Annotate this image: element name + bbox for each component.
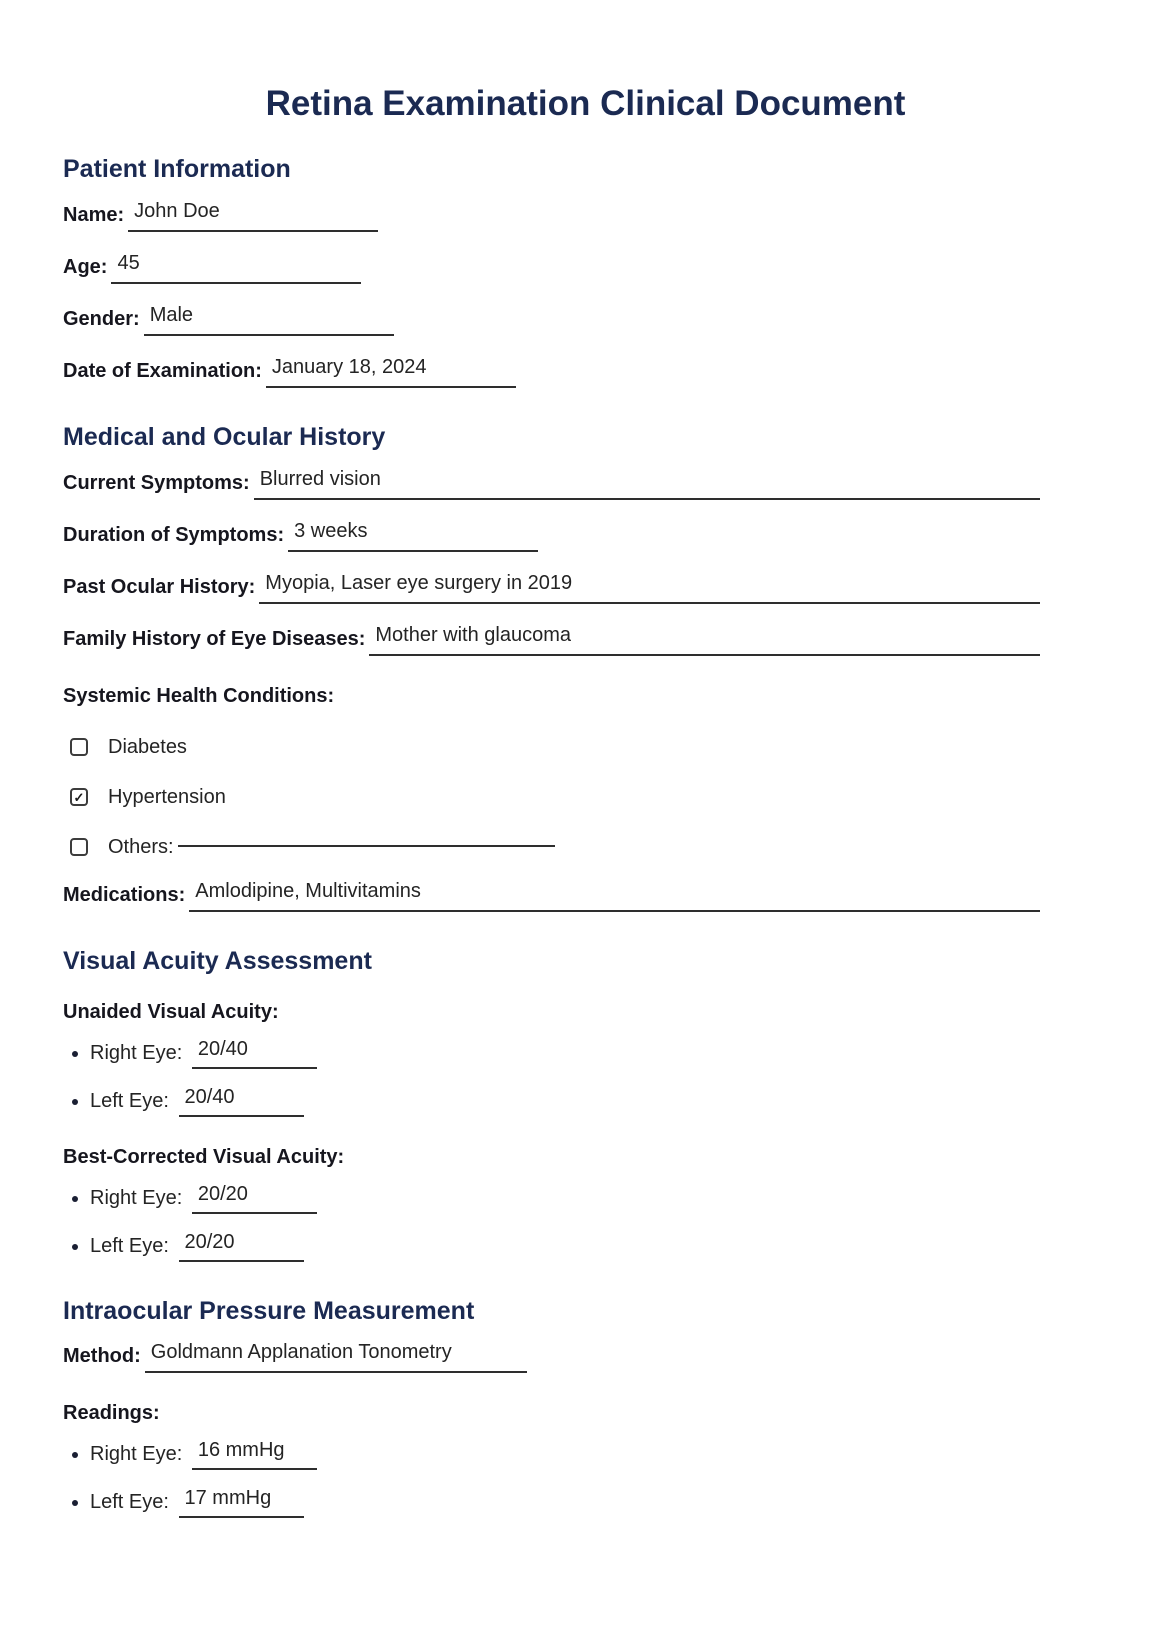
best-corrected-visual-acuity-list (63, 1182, 1040, 1266)
medications-label: Medications: (63, 883, 186, 906)
field-name (63, 200, 1040, 236)
gender-label: Gender: (63, 308, 140, 330)
field-duration-of-symptoms (63, 519, 1040, 556)
readings-label: Readings: (63, 1402, 160, 1425)
right-eye-label: Right Eye: (90, 1443, 183, 1466)
past-ocular-history-label: Past Ocular History: (63, 575, 256, 598)
unaided-visual-acuity-label: Unaided Visual Acuity: (63, 1000, 279, 1023)
name-value-field[interactable]: John Doe (128, 199, 378, 232)
medications-value-field[interactable]: Amlodipine, Multivitamins (189, 879, 1040, 912)
duration-of-symptoms-value-field[interactable]: 3 weeks (288, 519, 538, 552)
list-item (90, 1487, 1040, 1522)
check-icon: ✓ (73, 789, 85, 805)
date-of-examination-label: Date of Examination: (63, 360, 262, 382)
family-history-eye-diseases-label: Family History of Eye Diseases: (63, 627, 366, 650)
method-value-field[interactable]: Goldmann Applanation Tonometry (145, 1340, 527, 1373)
others-checkbox-label: Others: (108, 835, 174, 858)
section-patient-information (63, 155, 1040, 392)
iop-left-eye-value-field[interactable]: 17 mmHg (179, 1487, 304, 1518)
hypertension-checkbox[interactable] (70, 788, 88, 806)
systemic-health-conditions-label: Systemic Health Conditions: (63, 684, 335, 707)
unaided-right-eye-value-field[interactable]: 20/40 (192, 1038, 317, 1069)
checkbox-row-others (70, 836, 1040, 859)
section-intraocular-pressure (63, 1297, 1040, 1523)
right-eye-label: Right Eye: (90, 1041, 183, 1064)
visual-acuity-heading: Visual Acuity Assessment (63, 946, 372, 975)
readings-list (63, 1439, 1040, 1522)
field-current-symptoms (63, 467, 1040, 504)
section-visual-acuity (63, 947, 1040, 1266)
patient-information-heading: Patient Information (63, 155, 291, 184)
checkbox-row-diabetes (70, 736, 1040, 759)
list-item (90, 1085, 1040, 1121)
medical-ocular-history-heading: Medical and Ocular History (63, 423, 386, 451)
past-ocular-history-value-field[interactable]: Myopia, Laser eye surgery in 2019 (259, 571, 1040, 604)
diabetes-checkbox[interactable] (70, 738, 88, 756)
gender-value-field[interactable]: Male (144, 303, 394, 336)
field-age (63, 252, 1040, 288)
method-label: Method: (63, 1345, 141, 1368)
current-symptoms-label: Current Symptoms: (63, 471, 250, 494)
list-item (90, 1182, 1040, 1218)
unaided-left-eye-value-field[interactable]: 20/40 (179, 1086, 304, 1117)
list-item (90, 1037, 1040, 1073)
list-item (90, 1439, 1040, 1474)
others-value-field[interactable] (178, 839, 555, 847)
field-method (63, 1341, 1040, 1377)
diabetes-checkbox-label: Diabetes (108, 735, 187, 758)
best-corrected-right-eye-value-field[interactable]: 20/20 (192, 1183, 317, 1214)
field-family-history-eye-diseases (63, 623, 1040, 660)
field-date-of-examination (63, 356, 1040, 392)
iop-right-eye-value-field[interactable]: 16 mmHg (192, 1439, 317, 1470)
others-checkbox[interactable] (70, 838, 88, 856)
name-label: Name: (63, 204, 125, 226)
current-symptoms-value-field[interactable]: Blurred vision (254, 467, 1040, 500)
section-medical-ocular-history (63, 423, 1040, 916)
left-eye-label: Left Eye: (90, 1234, 169, 1257)
family-history-eye-diseases-value-field[interactable]: Mother with glaucoma (369, 623, 1040, 656)
age-label: Age: (63, 256, 108, 278)
list-item (90, 1230, 1040, 1266)
intraocular-pressure-heading: Intraocular Pressure Measurement (63, 1296, 475, 1325)
field-medications (63, 879, 1040, 916)
date-of-examination-value-field[interactable]: January 18, 2024 (266, 355, 516, 388)
field-past-ocular-history (63, 571, 1040, 608)
hypertension-checkbox-label: Hypertension (108, 785, 226, 808)
field-gender (63, 304, 1040, 340)
document-title: Retina Examination Clinical Document (265, 84, 906, 123)
duration-of-symptoms-label: Duration of Symptoms: (63, 523, 285, 546)
left-eye-label: Left Eye: (90, 1491, 169, 1514)
left-eye-label: Left Eye: (90, 1089, 169, 1112)
unaided-visual-acuity-list (63, 1037, 1040, 1121)
best-corrected-visual-acuity-label: Best-Corrected Visual Acuity: (63, 1145, 345, 1168)
age-value-field[interactable]: 45 (111, 251, 361, 284)
right-eye-label: Right Eye: (90, 1186, 183, 1209)
best-corrected-left-eye-value-field[interactable]: 20/20 (179, 1231, 304, 1262)
checkbox-row-hypertension (70, 786, 1040, 809)
